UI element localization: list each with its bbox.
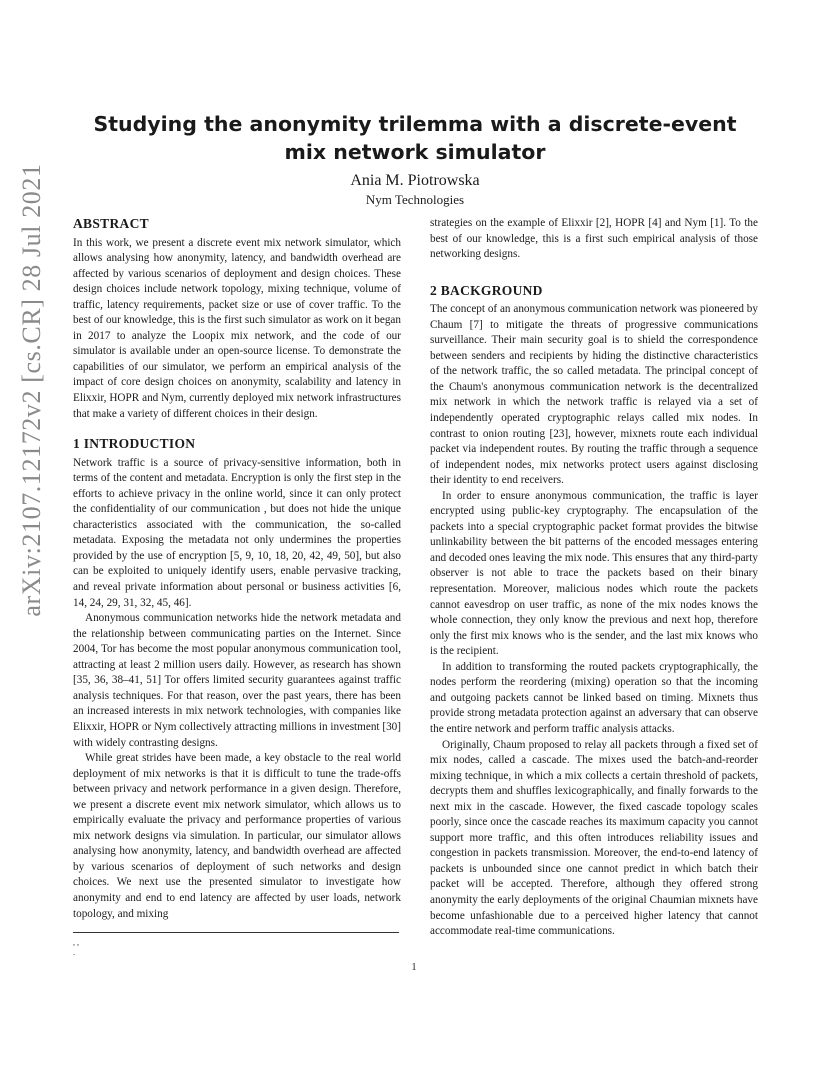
abstract-text: In this work, we present a discrete event mix network simulator, which allows analysing how anonymity, latency, and bandwidth overhead are affected by various scenarios of deployment and design choices. These design choices include network topology, mixing technique, volume of traffic, latency requirements, packet size or use of cover traffic. To the best of our knowledge, this is the first such simulator as work on it began in 2017 to analyze the Loopix mix network, and the code of our simulator is available under an open-source license. To demonstrate the capabilities of our simulator, we perform an empirical analysis of the impact of core design choices on anonymity, scalability and latency in Elixxir, HOPR and Nym, currently deployed mix network infrastructures that make a variety of different choices in their design. (73, 236, 401, 420)
right-column (430, 216, 758, 940)
arxiv-sidebar-stamp (12, 20, 52, 760)
arxiv-id: arXiv:2107.12172v2 [cs.CR] 28 Jul 2021 (17, 163, 46, 617)
background-heading: 2 BACKGROUND (430, 282, 543, 298)
paper-author: Ania M. Piotrowska (350, 172, 480, 189)
background-paragraph-1: The concept of an anonymous communication network was pioneered by Chaum [7] to mitigate the threats of progressive communications surveillance. Their main security goal is to shield the correspondence between senders and recipients by hiding the distinctive characteristics of the network traffic, the so called metadata. The principal concept of the Chaum's anonymous communication network is the decentralized mix network in which the network traffic is relayed via a set of independently operated cryptographic relays called mix nodes. In contrast to onion routing [23], however, mixnets route each individual packet via independent routes. By routing the traffic through a sequence of independent nodes, mix networks protect users against disclosing their identity to end receivers. (430, 303, 758, 487)
abstract-heading: ABSTRACT (73, 216, 149, 231)
background-paragraph-2: In order to ensure anonymous communication, the traffic is layer encrypted using public-key cryptography. The encapsulation of the packets into a special cryptographic packet format provides the bitwise unlinkability between the bit patterns of the encoded messages entering and decoded ones leaving the mix node. This ensures that any third-party observer is not able to trace the packets based on their binary representation. Moreover, malicious nodes which route the packets cannot eavesdrop on user traffic, as none of the mix nodes knows the whole connection, they only know the previous and next hop, therefore only the first mix knows who is the sender, and the last mix knows who is the recipient. (430, 489, 758, 658)
intro-paragraph-3: While great strides have been made, a key obstacle to the real world deployment of mix networks is that it is difficult to tune the trade-offs between privacy and network performance in a given design. Therefore, we present a discrete event mix network simulator, which allows us to empirically evaluate the privacy and performance properties of various mix network designs via simulation. In particular, our simulator allows analysing how anonymity, latency, and bandwidth overhead are affected by various scenarios of deployment of such networks and design choices. We next use the presented simulator to investigate how anonymity and end to end latency are affected by user loads, network topology, and mixing (73, 752, 401, 920)
footnote-rule (73, 932, 399, 933)
introduction-heading: 1 INTRODUCTION (73, 436, 196, 452)
left-column (73, 216, 401, 922)
background-paragraph-3: In addition to transforming the routed packets cryptographically, the nodes perform the reordering (mixing) operation so that the incoming and outgoing packets cannot be linked based on timing. Mixnets thus provide strong metadata protection against an adversary that can observe the entire network and perform traffic analysis attacks. (430, 660, 758, 735)
intro-paragraph-1: Network traffic is a source of privacy-sensitive information, both in terms of the content and metadata. Encryption is only the first step in the efforts to achieve privacy in the online world, since it can only protect the confidentiality of our communication , but does not hide the unique characteristics associated with the communication, the so-called metadata. Exposing the metadata not only undermines the properties provided by the use of encryption [5, 9, 10, 18, 20, 42, 49, 50], but also can be exploited to uniquely identify users, enable pervasive tracking, and reveal private information about personal or business activities [6, 14, 24, 29, 31, 32, 45, 46]. (73, 456, 401, 609)
page-number: 1 (411, 962, 417, 973)
background-paragraph-4: Originally, Chaum proposed to relay all packets through a fixed set of mix nodes, called a cascade. The mixes used the batch-and-reorder mixing technique, in which a mix collects a certain threshold of packets, decrypts them and shuffles lexicographically, and finally forwards to the next mix in the cascade. However, the fixed cascade topology scales poorly, since once the cascade reaches its maximum capacity you cannot support more traffic, and this often introduces reliability issues and congestion in packets transmission. Moreover, the end-to-end latency of packets is unbounded since one cannot predict in which batch their packet will be accepted. Therefore, although they offered strong anonymity the early deployments of the original Chaumian mixnets have become unfashionable due to a perceived higher latency that cannot accommodate real-time communications. (430, 738, 758, 938)
intro-paragraph-2: Anonymous communication networks hide the network metadata and the relationship between communicating parties on the Internet. Since 2004, Tor has become the most popular anonymous communication tool, attracting at least 2 million users daily. However, as research has shown [35, 36, 38–41, 51] Tor offers limited security guarantees against traffic analysis techniques. For that reason, over the past years, there has been an increased interests in mix network technologies, with companies like Elixxir, HOPR or Nym collectively attracting millions in investment [30] with widely contrasting designs. (73, 612, 401, 749)
paper-affiliation: Nym Technologies (365, 192, 465, 207)
footnote: , , . (73, 938, 79, 957)
paper-title: Studying the anonymity trilemma with a discrete-event mix network simulator (93, 112, 737, 164)
intro-continuation: strategies on the example of Elixxir [2], HOPR [4] and Nym [1]. To the best of our knowledge, this is a first such empirical analysis of those networking designs. (430, 217, 758, 261)
